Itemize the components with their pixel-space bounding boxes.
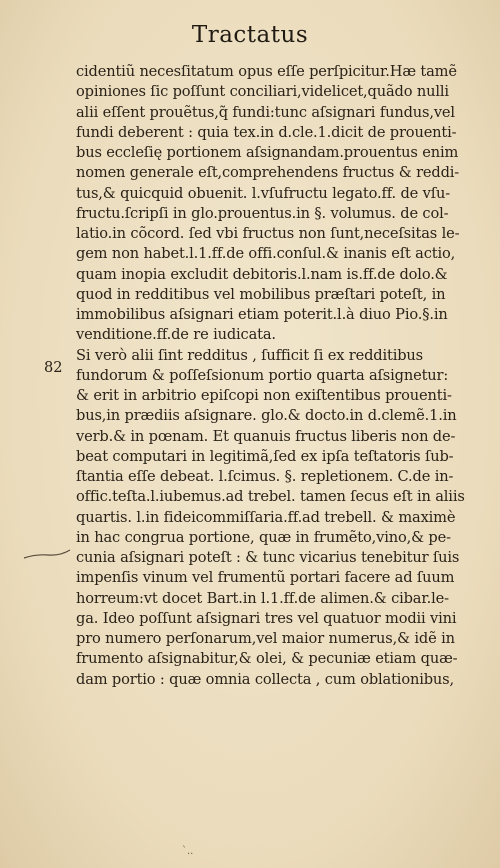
text-line: bus eccleſię portionem aſsignandam.prouentus enim	[76, 144, 459, 161]
text-line: venditione.ff.de re iudicata.	[76, 326, 276, 344]
text-line: cidentiũ necesſitatum opus eſſe perſpicitur.Hæ tamẽ	[76, 63, 457, 80]
text-line: gem non habet.l.1.ff.de offi.conſul.& inanis eſt actio,	[76, 245, 456, 263]
text-line: nomen generale eſt,comprehendens fructus & reddi-	[76, 164, 460, 182]
text-line: alii eſſent prouẽtus,q̃ fundi:tunc aſsignari fundus,vel	[76, 103, 455, 121]
marginal-paragraph-number: 82	[44, 359, 63, 376]
text-line: & erit in arbitrio epiſcopi non exiſtentibus prouenti-	[76, 387, 452, 404]
text-line: immobilibus aſsignari etiam poterit.l.à diuo Pio.§.in	[76, 306, 448, 323]
text-line: quartis. l.in fideicommiſſaria.ff.ad trebell. & maximè	[76, 508, 456, 526]
text-line: ſtantia eſſe debeat. l.ſcimus. §. repletionem. C.de in-	[76, 468, 454, 485]
text-line: horreum:vt docet Bart.in l.1.ff.de alimen.& cibar.le-	[76, 589, 449, 607]
text-line: fructu.ſcripſi in glo.prouentus.in §. volumus. de col-	[76, 204, 449, 222]
text-line: quam inopia excludit debitoris.l.nam is.ff.de dolo.&	[76, 265, 448, 283]
text-line: pro numero perſonarum,vel maior numerus,& idẽ in	[76, 630, 455, 647]
text-line: Si verò alii ſint redditus , ſufficit ſi ex redditibus	[76, 346, 423, 364]
text-line: offic.teſta.l.iubemus.ad trebel. tamen ſecus eſt in aliis	[76, 488, 465, 506]
text-line: tus,& quicquid obuenit. l.vſufructu legato.ff. de vſu-	[76, 184, 451, 202]
text-line: opiniones ſic poſſunt conciliari,videlicet,quãdo nulli	[76, 83, 449, 101]
text-line: bus,in prædiis aſsignare. glo.& docto.in d.clemẽ.1.in	[76, 407, 457, 425]
text-line: dam portio : quæ omnia collecta , cum oblationibus,	[76, 670, 455, 688]
running-header: Tractatus	[191, 22, 309, 48]
page-bottom-mark: `..	[182, 846, 194, 857]
body-text	[76, 62, 474, 690]
text-line: beat computari in legitimã,ſed ex ipſa teſtatoris ſub-	[76, 447, 454, 465]
text-line: frumento aſsignabitur,& olei, & pecuniæ etiam quæ-	[76, 650, 458, 668]
text-line: verb.& in pœnam. Et quanuis fructus liberis non de-	[76, 427, 456, 445]
text-line: cunia aſsignari poteſt : & tunc vicarius tenebitur ſuis	[76, 549, 460, 566]
text-line: latio.in cõcord. ſed vbi fructus non ſunt,neceſsitas le-	[76, 225, 460, 242]
text-line: in hac congrua portione, quæ in frumẽto,vino,& pe-	[76, 528, 451, 546]
text-line: fundi deberent : quia tex.in d.cle.1.dicit de prouenti-	[76, 123, 457, 141]
text-line: impenſis vinum vel frumentũ portari facere ad ſuum	[76, 569, 455, 587]
pen-stroke-mark	[22, 546, 72, 564]
text-line: fundorum & poſſeſsionum portio quarta aſsignetur:	[76, 366, 449, 384]
text-line: quod in redditibus vel mobilibus præſtari poteſt, in	[76, 285, 446, 303]
text-line: ga. Ideo poſſunt aſsignari tres vel quatuor modii vini	[76, 609, 457, 627]
